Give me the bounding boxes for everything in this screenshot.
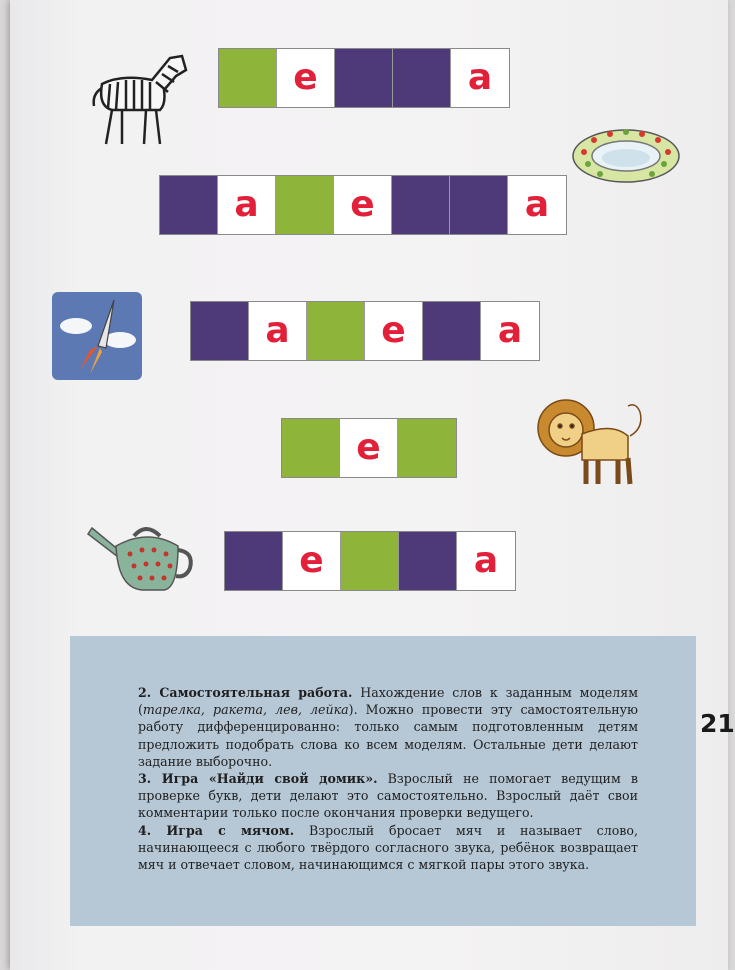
soft-consonant-cell <box>307 302 365 360</box>
hard-consonant-cell <box>335 49 393 107</box>
hard-consonant-cell <box>450 176 508 234</box>
hard-consonant-cell <box>160 176 218 234</box>
vowel-cell: е <box>340 419 398 477</box>
sound-model-5 <box>224 531 516 591</box>
sound-model-3 <box>190 301 540 361</box>
vowel-cell: е <box>334 176 392 234</box>
instruction-item-3: 3. Игра «Найди свой домик». Взрослый не помогает ведущим в проверке букв, дети делают это самостоятельно. Взрослый даёт свои комментарии только после окончания проверки ведущего. <box>138 771 638 821</box>
instruction-item-4: 4. Игра с мячом. Взрослый бросает мяч и называет слово, начинающееся с любого твёрдого согласного звука, ребёнок возвращает мяч и отвечает словом, начинающимся с мягкой пары этого звука. <box>138 822 638 873</box>
hard-consonant-cell <box>423 302 481 360</box>
vowel-cell: а <box>451 49 509 107</box>
soft-consonant-cell <box>276 176 334 234</box>
instruction-heading: 2. Самостоятельная работа. <box>138 685 353 700</box>
hard-consonant-cell <box>393 49 451 107</box>
vowel-cell: е <box>277 49 335 107</box>
zebra-picture <box>82 44 194 150</box>
instruction-heading: 3. Игра «Найди свой домик». <box>138 771 378 787</box>
vowel-cell: а <box>508 176 566 234</box>
hard-consonant-cell <box>392 176 450 234</box>
hard-consonant-cell <box>225 532 283 590</box>
soft-consonant-cell <box>282 419 340 477</box>
instructions-box <box>70 636 696 926</box>
vowel-cell: а <box>249 302 307 360</box>
lion-picture <box>532 388 652 492</box>
plate-picture <box>570 126 682 190</box>
vowel-cell: а <box>218 176 276 234</box>
example-words: тарелка, ракета, лев, лейка <box>142 702 349 718</box>
soft-consonant-cell <box>219 49 277 107</box>
textbook-page <box>10 0 735 970</box>
soft-consonant-cell <box>341 532 399 590</box>
sound-model-1 <box>218 48 510 108</box>
page-number: 21 <box>700 709 735 738</box>
hard-consonant-cell <box>399 532 457 590</box>
sound-model-4 <box>281 418 457 478</box>
rocket-picture <box>50 290 144 382</box>
hard-consonant-cell <box>191 302 249 360</box>
sound-model-2 <box>159 175 567 235</box>
instruction-item-2: 2. Самостоятельная работа. Нахождение слов к заданным моделям (тарелка, ракета, лев, лейка). Можно провести эту самостоятельную работу дифференцированно: только самым подготовленным детям предложить подобрать слова ко всем моделям. Остальные дети делают задание выборочно. <box>138 685 638 769</box>
vowel-cell: е <box>283 532 341 590</box>
watering-can-picture <box>82 514 194 596</box>
vowel-cell: а <box>481 302 539 360</box>
vowel-cell: а <box>457 532 515 590</box>
vowel-cell: е <box>365 302 423 360</box>
instruction-heading: 4. Игра с мячом. <box>138 822 295 838</box>
instructions-text <box>138 684 638 873</box>
soft-consonant-cell <box>398 419 456 477</box>
